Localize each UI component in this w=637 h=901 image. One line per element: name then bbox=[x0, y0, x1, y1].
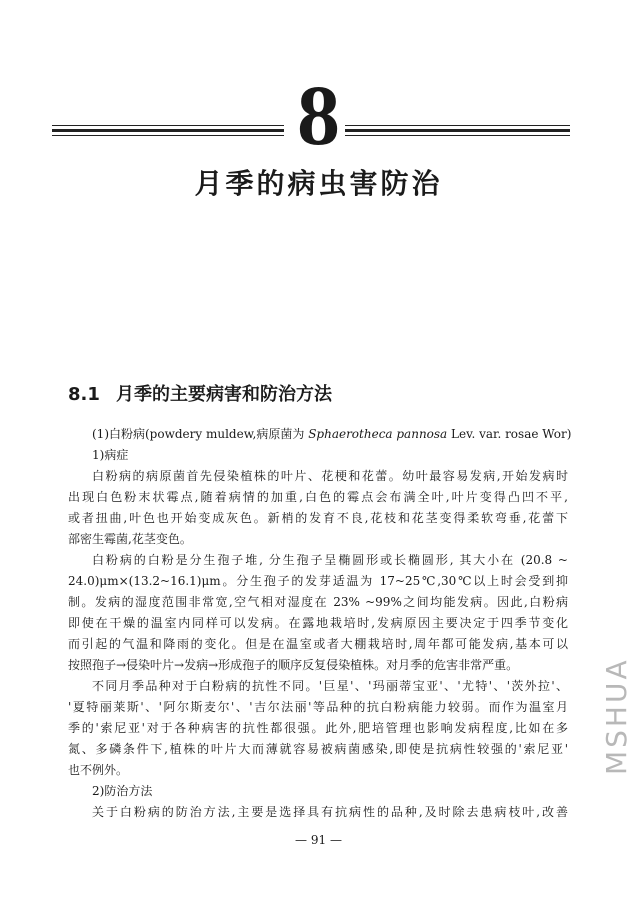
title-rule-left bbox=[52, 129, 284, 132]
section-title: 月季的主要病害和防治方法 bbox=[116, 384, 332, 405]
paragraph-line: '夏特丽莱斯'、'阿尔斯麦尔'、'吉尔法丽'等品种的抗白粉病能力较弱。而作为温室月 bbox=[68, 700, 568, 714]
title-rule-right bbox=[345, 125, 570, 126]
latin-name: Sphaerotheca pannosa bbox=[308, 427, 448, 441]
title-rule-right bbox=[345, 129, 570, 132]
paragraph-line: 不同月季品种对于白粉病的抗性不同。'巨星'、'玛丽蒂宝亚'、'尤特'、'茨外拉'、 bbox=[92, 679, 568, 693]
paragraph-line: 氮、多磷条件下,植株的叶片大而薄就容易被病菌感染,即使是抗病性较强的'索尼亚' bbox=[68, 742, 568, 756]
paragraph-line: 按照孢子→侵染叶片→发病→形成孢子的顺序反复侵染植株。对月季的危害非常严重。 bbox=[68, 658, 519, 672]
paragraph-line: 24.0)μm×(13.2~16.1)μm。分生孢子的发芽适温为 17~25℃,30℃以上时会受到抑 bbox=[68, 574, 568, 588]
paragraph-line: 白粉病的病原菌首先侵染植株的叶片、花梗和花蕾。幼叶最容易发病,开始发病时 bbox=[92, 469, 568, 483]
disease-heading: (1)白粉病(powdery muldew,病原菌为 Sphaerotheca pannosa Lev. var. rosae Wor) bbox=[92, 427, 572, 441]
paragraph-line: 或者扭曲,叶色也开始变成灰色。新梢的发育不良,花枝和花茎变得柔软弯垂,花蕾下 bbox=[68, 511, 568, 525]
page-number: — 91 — bbox=[295, 833, 342, 847]
section-heading bbox=[68, 380, 332, 406]
paragraph-line: 制。发病的湿度范围非常宽,空气相对湿度在 23% ~99%之间均能发病。因此,白粉病 bbox=[68, 595, 568, 609]
chapter-number: 8 bbox=[297, 67, 340, 163]
section-number: 8.1 bbox=[68, 384, 100, 405]
paragraph-line: 即使在干燥的温室内同样可以发病。在露地栽培时,发病原因主要决定于四季节变化 bbox=[68, 616, 568, 630]
paragraph-line: 出现白色粉末状霉点,随着病情的加重,白色的霉点会布满全叶,叶片变得凸凹不平, bbox=[68, 490, 568, 504]
symptoms-heading: 1)病症 bbox=[92, 448, 129, 462]
paragraph-line: 部密生霉菌,花茎变色。 bbox=[68, 532, 192, 546]
chapter-title: 月季的病虫害防治 bbox=[194, 167, 443, 200]
watermark: MSHUA bbox=[600, 657, 633, 775]
paragraph-line: 也不例外。 bbox=[68, 763, 129, 777]
paragraph-line: 季的'索尼亚'对于各种病害的抗性都很强。此外,肥培管理也影响发病程度,比如在多 bbox=[68, 721, 568, 735]
paragraph-line: 而引起的气温和降雨的变化。但是在温室或者大棚栽培时,周年都可能发病,基本可以 bbox=[68, 637, 568, 651]
control-heading: 2)防治方法 bbox=[92, 784, 153, 798]
paragraph-line: 关于白粉病的防治方法,主要是选择具有抗病性的品种,及时除去患病枝叶,改善 bbox=[92, 805, 568, 819]
title-rule-right bbox=[345, 135, 570, 136]
paragraph-line: 白粉病的白粉是分生孢子堆, 分生孢子呈椭圆形或长椭圆形, 其大小在 (20.8 ~ bbox=[92, 553, 568, 567]
title-rule-left bbox=[52, 125, 284, 126]
title-rule-left bbox=[52, 135, 284, 136]
